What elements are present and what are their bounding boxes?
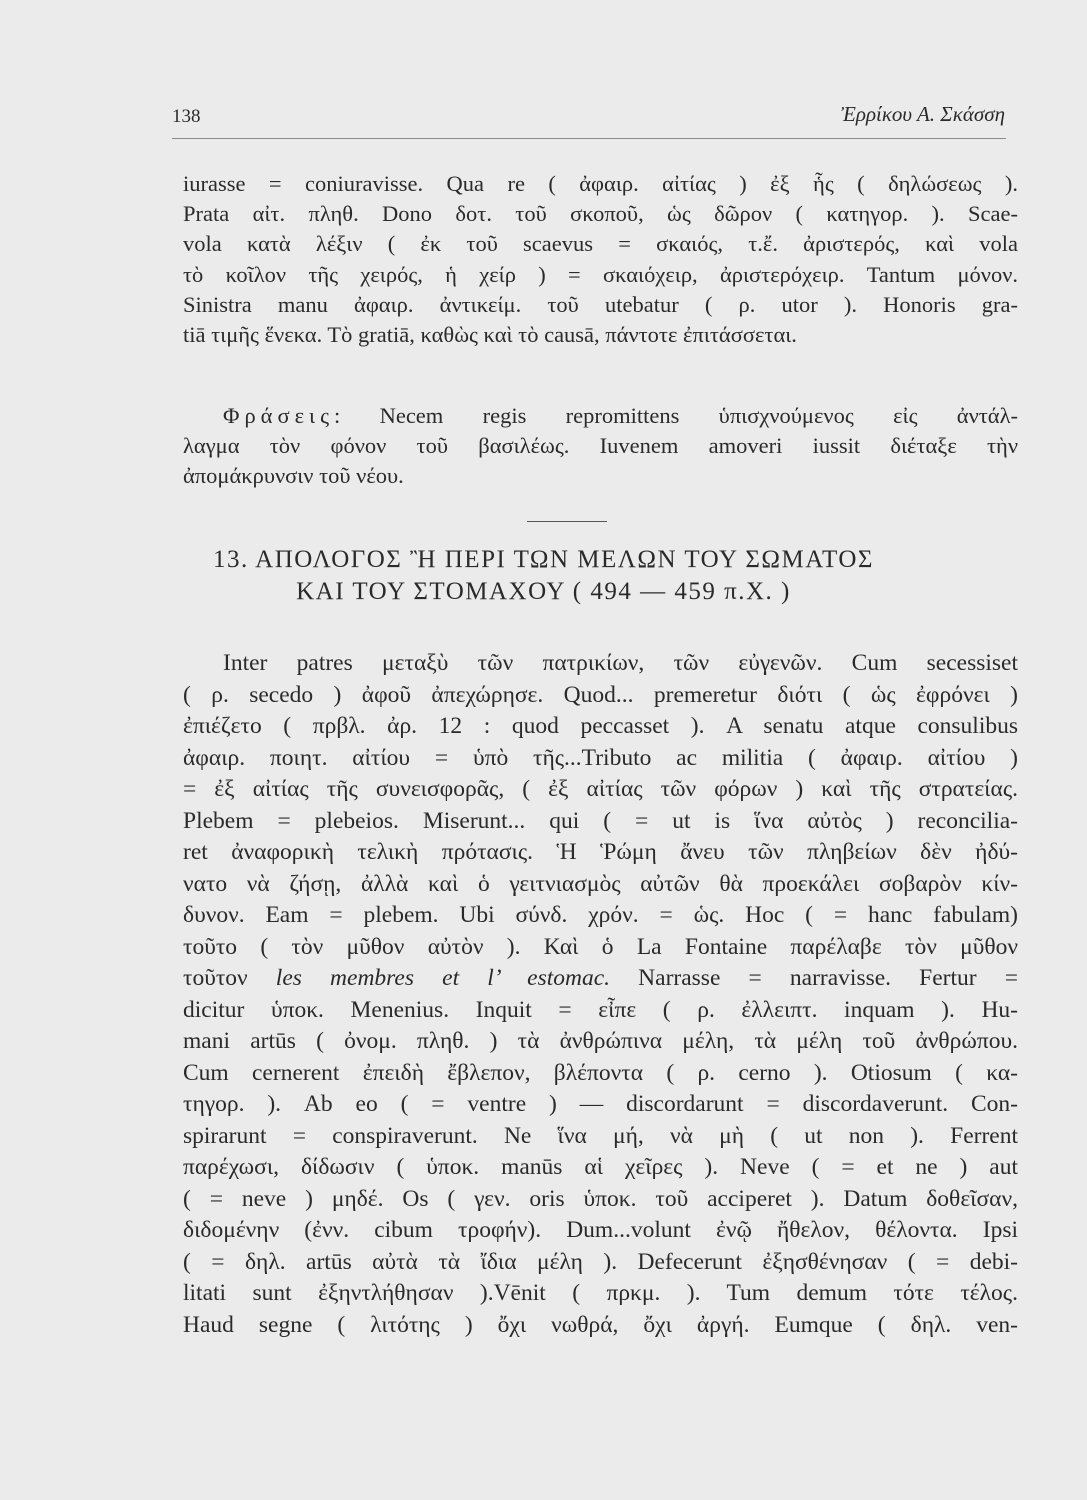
text-line: Plebem = plebeios. Miserunt... qui ( = ut is ἵνα αὐτὸς ) reconcilia- xyxy=(183,807,1018,834)
text-line: spirarunt = conspiraverunt. Ne ἵνα μή, νὰ μὴ ( ut non ). Ferrent xyxy=(183,1122,1018,1149)
page-number: 138 xyxy=(172,106,201,127)
text-line: νατο νὰ ζήσῃ, ἀλλὰ καὶ ὁ γειτνιασμὸς αὐτῶν θὰ προεκάλει σοβαρὸν κίν- xyxy=(183,870,1018,897)
text-line: ἀπομάκρυνσιν τοῦ νέου. xyxy=(183,463,404,489)
text-segment: τοῦτον xyxy=(183,965,248,991)
text-line: mani artūs ( ὀνομ. πληθ. ) τὰ ἀνθρώπινα μέλη, τὰ μέλη τοῦ ἀνθρώπου. xyxy=(183,1028,1018,1054)
section-divider xyxy=(527,521,607,522)
text-line: litati sunt ἐξηντλήθησαν ).Vēnit ( πρκμ. ). Tum demum τότε τέλος. xyxy=(183,1280,1018,1306)
phrases-text: : Necem regis repromittens ὑπισχνούμενος εἰς ἀντάλ- xyxy=(334,403,1018,428)
header-rule xyxy=(172,138,1006,139)
text-line: τοῦτο ( τὸν μῦθον αὐτὸν ). Καὶ ὁ La Fontaine παρέλαβε τὸν μῦθον xyxy=(183,933,1018,960)
text-line: = ἐξ αἰτίας τῆς συνεισφορᾶς, ( ἐξ αἰτίας τῶν φόρων ) καὶ τῆς στρατείας. xyxy=(183,776,1018,802)
text-line: ἀφαιρ. ποιητ. αἰτίου = ὑπὸ τῆς...Tributo ac militia ( ἀφαιρ. αἰτίου ) xyxy=(183,744,1018,771)
text-line: iurasse = coniuravisse. Qua re ( ἀφαιρ. αἰτίας ) ἐξ ἧς ( δηλώσεως ). xyxy=(183,171,1018,196)
italic-title: les membres et l’ estomac. xyxy=(275,965,611,991)
text-line: Inter patres μεταξὺ τῶν πατρικίων, τῶν εὐγενῶν. Cum secessiset xyxy=(223,650,1018,676)
page-header xyxy=(0,96,1087,136)
text-line: Prata αἰτ. πληθ. Dono δοτ. τοῦ σκοποῦ, ὡς δῶρον ( κατηγορ. ). Scae- xyxy=(183,201,1018,227)
text-line: Sinistra manu ἀφαιρ. ἀντικείμ. τοῦ utebatur ( ρ. utor ). Honoris gra- xyxy=(183,291,1018,317)
text-line: ret ἀναφορικὴ τελικὴ πρότασις. Ἡ Ῥώμη ἄνευ τῶν πληβείων δὲν ἠδύ- xyxy=(183,839,1018,865)
section-body xyxy=(183,648,1018,1341)
text-line: tiā τιμῆς ἕνεκα. Τὸ gratiā, καθὼς καὶ τὸ causā, πάντοτε ἐπιτάσσεται. xyxy=(183,321,797,347)
text-line: Cum cernerent ἐπειδὴ ἔβλεπον, βλέποντα ( ρ. cerno ). Otiosum ( κα- xyxy=(183,1059,1018,1086)
text-line: ἐπιέζετο ( πρβλ. ἀρ. 12 : quod peccasset ). A senatu atque consulibus xyxy=(183,713,1018,739)
text-line xyxy=(183,963,1018,995)
text-line: δυνον. Eam = plebem. Ubi σύνδ. χρόν. = ὡς. Hoc ( = hanc fabulam) xyxy=(183,902,1018,928)
text-line: τὸ κοῖλον τῆς χειρός, ἡ χείρ ) = σκαιόχειρ, ἀριστερόχειρ. Tantum μόνον. xyxy=(183,261,1018,287)
paragraph-continuation xyxy=(183,169,1018,350)
section-heading-line-2: ΚΑΙ ΤΟΥ ΣΤΟΜΑΧΟΥ ( 494 — 459 π.Χ. ) xyxy=(296,578,791,605)
section-heading-line-1: 13. ΑΠΟΛΟΓΟΣ Ἢ ΠΕΡΙ ΤΩΝ ΜΕΛΩΝ ΤΟΥ ΣΩΜΑΤΟΣ xyxy=(213,546,874,573)
text-segment: Narrasse = narravisse. Fertur = xyxy=(638,965,1019,991)
text-line: vola κατὰ λέξιν ( ἐκ τοῦ scaevus = σκαιός, τ.ἔ. ἀριστερός, καὶ vola xyxy=(183,231,1018,257)
text-line: ( ρ. secedo ) ἀφοῦ ἀπεχώρησε. Quod... premeretur διότι ( ὡς ἐφρόνει ) xyxy=(183,681,1018,708)
text-line: τηγορ. ). Ab eo ( = ventre ) — discordarunt = discordaverunt. Con- xyxy=(183,1091,1018,1117)
text-line: παρέχωσι, δίδωσιν ( ὑποκ. manūs αἱ χεῖρες ). Neve ( = et ne ) aut xyxy=(183,1154,1018,1180)
text-line xyxy=(183,401,1018,431)
text-line: ( = neve ) μηδέ. Os ( γεν. oris ὑποκ. τοῦ acciperet ). Datum δοθεῖσαν, xyxy=(183,1185,1018,1212)
text-line: ( = δηλ. artūs αὐτὰ τὰ ἴδια μέλη ). Defecerunt ἐξησθένησαν ( = debi- xyxy=(183,1248,1018,1275)
running-head: Ἐρρίκου Α. Σκάσση xyxy=(840,102,1005,126)
text-line: λαγμα τὸν φόνον τοῦ βασιλέως. Iuvenem amoveri iussit διέταξε τὴν xyxy=(183,433,1018,459)
phrases-paragraph xyxy=(183,401,1018,492)
text-line: διδομένην (ἐνν. cibum τροφήν). Dum...volunt ἐνῷ ἤθελον, θέλοντα. Ipsi xyxy=(183,1217,1018,1243)
phrases-label: Φράσεις xyxy=(223,403,335,428)
text-line: dicitur ὑποκ. Menenius. Inquit = εἶπε ( ρ. ἐλλειπτ. inquam ). Hu- xyxy=(183,996,1018,1023)
text-line: Haud segne ( λιτότης ) ὄχι νωθρά, ὄχι ἀργή. Eumque ( δηλ. ven- xyxy=(183,1311,1018,1338)
